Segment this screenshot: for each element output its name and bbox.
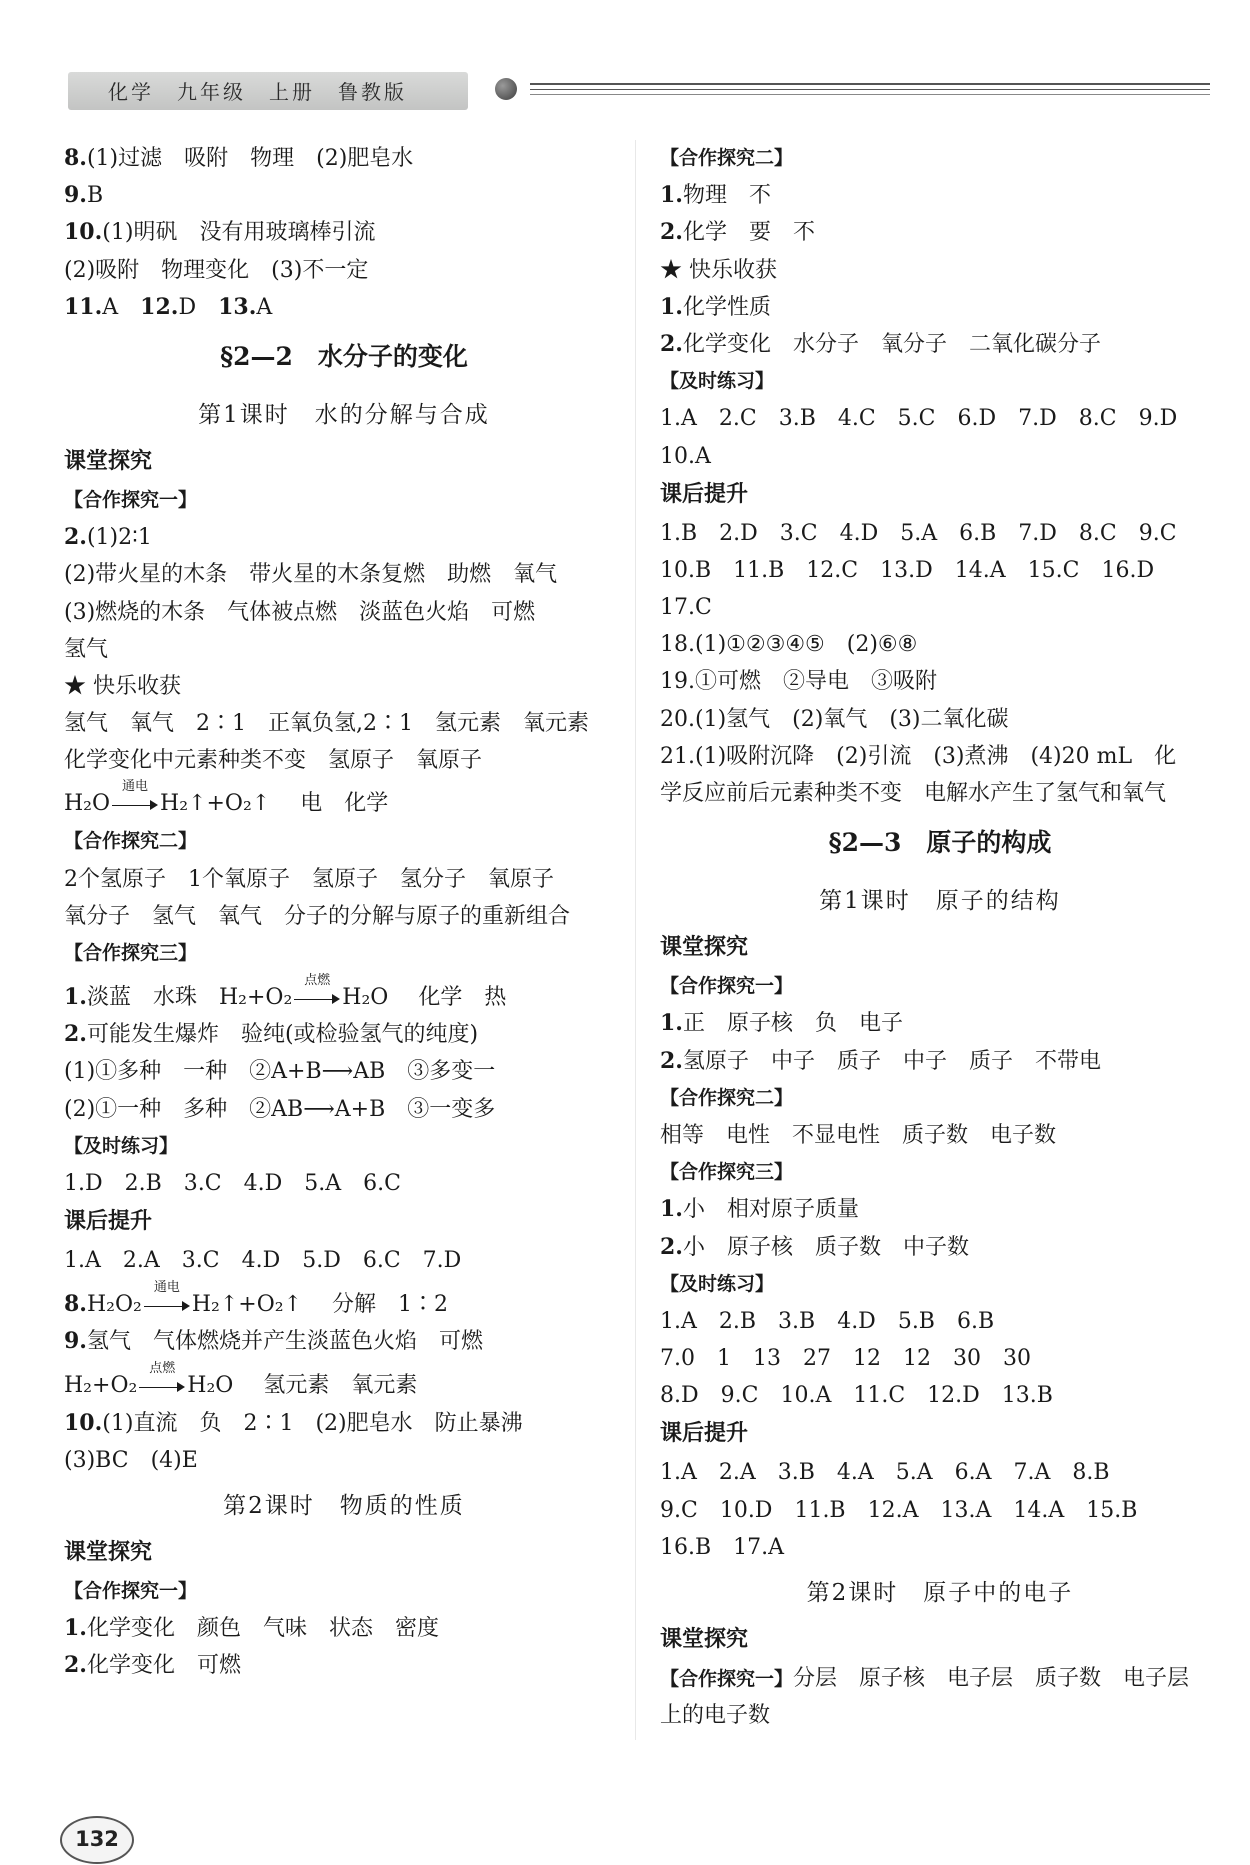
answer-line: 2.小 原子核 质子数 中子数: [660, 1233, 969, 1260]
section-title: §2—3 原子的构成: [828, 828, 1052, 858]
header-title: 化学 九年级 上册 鲁教版: [108, 80, 407, 104]
left-column: [64, 140, 624, 1684]
lesson-title: 第2课时 物质的性质: [223, 1492, 465, 1519]
category-heading: 课堂探究: [64, 448, 153, 474]
answer-line: 21.(1)吸附沉降 (2)引流 (3)煮沸 (4)20 mL 化: [660, 743, 1177, 769]
answer-line: 9.B: [64, 182, 104, 209]
answer-line: 【合作探究一】分层 原子核 电子层 质子数 电子层: [660, 1666, 1190, 1691]
equation-line: H₂O 通电 H₂↑+O₂↑ 电 化学: [64, 779, 389, 817]
lesson-title: 第2课时 原子中的电子: [806, 1580, 1074, 1606]
answer-line: 2.化学变化 可燃: [64, 1652, 241, 1679]
category-heading: 课堂探究: [660, 935, 749, 961]
answer-line: 2.可能发生爆炸 验纯(或检验氢气的纯度): [64, 1021, 479, 1048]
category-heading: 课后提升: [660, 481, 749, 507]
answer-line: 1.B 2.D 3.C 4.D 5.A 6.B 7.D 8.C 9.C: [660, 520, 1177, 546]
equation-line: 8.H₂O₂ 通电 H₂↑+O₂↑ 分解 1∶2: [64, 1280, 449, 1318]
answer-line: 1.正 原子核 负 电子: [660, 1010, 903, 1037]
answer-line: 19.①可燃 ②导电 ③吸附: [660, 669, 937, 695]
reaction-arrow: 点燃: [139, 1376, 185, 1396]
answer-line: 相等 电性 不显电性 质子数 电子数: [660, 1122, 1057, 1148]
answer-line: 1.A 2.B 3.B 4.D 5.B 6.B: [660, 1308, 995, 1334]
answer-line: 11.A 12.D 13.A: [64, 293, 273, 320]
answer-line: 上的电子数: [660, 1703, 771, 1729]
header-dot: [495, 78, 517, 100]
answer-line: 18.(1)①②③④⑤ (2)⑥⑧: [660, 632, 918, 658]
answer-line: 1.小 相对原子质量: [660, 1196, 859, 1223]
category-heading: 课后提升: [660, 1421, 749, 1447]
reaction-arrow: 点燃: [294, 988, 340, 1008]
answer-line: (1)①多种 一种 ②A+B⟶AB ③多变一: [64, 1059, 496, 1085]
answer-line: 9.C 10.D 11.B 12.A 13.A 14.A 15.B: [660, 1497, 1138, 1523]
subsection-tag: 【合作探究一】: [660, 975, 794, 998]
answer-line: 10.B 11.B 12.C 13.D 14.A 15.C 16.D: [660, 557, 1155, 583]
answer-line: 17.C: [660, 595, 712, 621]
answer-line: 1.A 2.C 3.B 4.C 5.C 6.D 7.D 8.C 9.D: [660, 406, 1178, 432]
column-divider: [635, 140, 636, 1740]
answer-line: 1.化学性质: [660, 293, 771, 320]
subsection-tag: 【合作探究二】: [660, 1086, 794, 1109]
answer-line: 1.D 2.B 3.C 4.D 5.A 6.C: [64, 1170, 401, 1196]
answer-line: 20.(1)氢气 (2)氧气 (3)二氧化碳: [660, 706, 1009, 732]
answer-line: 1.A 2.A 3.C 4.D 5.D 6.C 7.D: [64, 1248, 462, 1274]
lesson-title: 第1课时 原子的结构: [819, 888, 1061, 915]
answer-line: 10.(1)明矾 没有用玻璃棒引流: [64, 219, 376, 246]
answer-line: (3)燃烧的木条 气体被点燃 淡蓝色火焰 可燃: [64, 599, 536, 625]
answer-line: 学反应前后元素种类不变 电解水产生了氢气和氧气: [660, 781, 1167, 806]
answer-line: 16.B 17.A: [660, 1534, 785, 1560]
answer-line: 氢气 氧气 2∶1 正氧负氢,2∶1 氢元素 氧元素: [64, 711, 589, 737]
answer-line: (3)BC (4)E: [64, 1447, 198, 1473]
answer-line: 10.A: [660, 443, 711, 469]
answer-line: (2)带火星的木条 带火星的木条复燃 助燃 氧气: [64, 562, 558, 588]
answer-line: 2个氢原子 1个氧原子 氢原子 氢分子 氧原子: [64, 866, 554, 892]
header-rule: [530, 83, 1210, 85]
answer-line: 2.化学变化 水分子 氧分子 二氧化碳分子: [660, 330, 1101, 357]
answer-line: (2)①一种 多种 ②AB⟶A+B ③一变多: [64, 1096, 496, 1122]
header-rule: [530, 94, 1210, 95]
answer-line: 2.化学 要 不: [660, 219, 815, 246]
lesson-title: 第1课时 水的分解与合成: [198, 401, 490, 428]
answer-line: 化学变化中元素种类不变 氢原子 氧原子: [64, 748, 483, 774]
answer-line: 氢气: [64, 636, 109, 662]
answer-line: 1.化学变化 颜色 气味 状态 密度: [64, 1615, 439, 1642]
subsection-tag: 【及时练习】: [660, 370, 775, 393]
subsection-tag: 【合作探究二】: [660, 147, 794, 169]
category-heading: 课堂探究: [64, 1539, 153, 1565]
category-heading: 课后提升: [64, 1209, 153, 1235]
answer-line: 2.氢原子 中子 质子 中子 质子 不带电: [660, 1047, 1101, 1074]
kuaile-heading: ★ 快乐收获: [660, 257, 777, 283]
answer-line: 氧分子 氢气 氧气 分子的分解与原子的重新组合: [64, 903, 571, 929]
reaction-arrow: 通电: [144, 1295, 190, 1315]
page-number: 132: [60, 1816, 134, 1864]
answer-line: 1.A 2.A 3.B 4.A 5.A 6.A 7.A 8.B: [660, 1460, 1110, 1486]
answer-line: 9.氢气 气体燃烧并产生淡蓝色火焰 可燃: [64, 1328, 483, 1355]
subsection-tag: 【合作探究一】: [64, 1579, 198, 1602]
answer-line: 8.(1)过滤 吸附 物理 (2)肥皂水: [64, 145, 414, 171]
section-title: §2—2 水分子的变化: [220, 341, 468, 371]
answer-line: 8.D 9.C 10.A 11.C 12.D 13.B: [660, 1383, 1053, 1409]
subsection-tag: 【合作探究三】: [64, 942, 198, 964]
answer-line: 2.(1)2∶1: [64, 524, 152, 551]
right-column: [660, 140, 1220, 1734]
equation-line: 1.淡蓝 水珠 H₂+O₂ 点燃 H₂O 化学 热: [64, 973, 507, 1011]
header-rule: [530, 89, 1210, 90]
subsection-tag: 【合作探究三】: [660, 1161, 794, 1184]
subsection-tag: 【及时练习】: [660, 1272, 775, 1295]
answer-line: 10.(1)直流 负 2∶1 (2)肥皂水 防止暴沸: [64, 1409, 523, 1436]
subsection-tag: 【及时练习】: [64, 1134, 179, 1157]
subsection-tag: 【合作探究一】: [64, 488, 198, 511]
equation-line: H₂+O₂ 点燃 H₂O 氢元素 氧元素: [64, 1360, 418, 1398]
answer-line: 1.物理 不: [660, 182, 771, 209]
answer-line: 7.0 1 13 27 12 12 30 30: [660, 1346, 1031, 1372]
reaction-arrow: 通电: [112, 794, 158, 814]
kuaile-heading: ★ 快乐收获: [64, 673, 181, 699]
answer-line: (2)吸附 物理变化 (3)不一定: [64, 257, 369, 283]
category-heading: 课堂探究: [660, 1627, 749, 1652]
subsection-tag: 【合作探究二】: [64, 830, 198, 853]
